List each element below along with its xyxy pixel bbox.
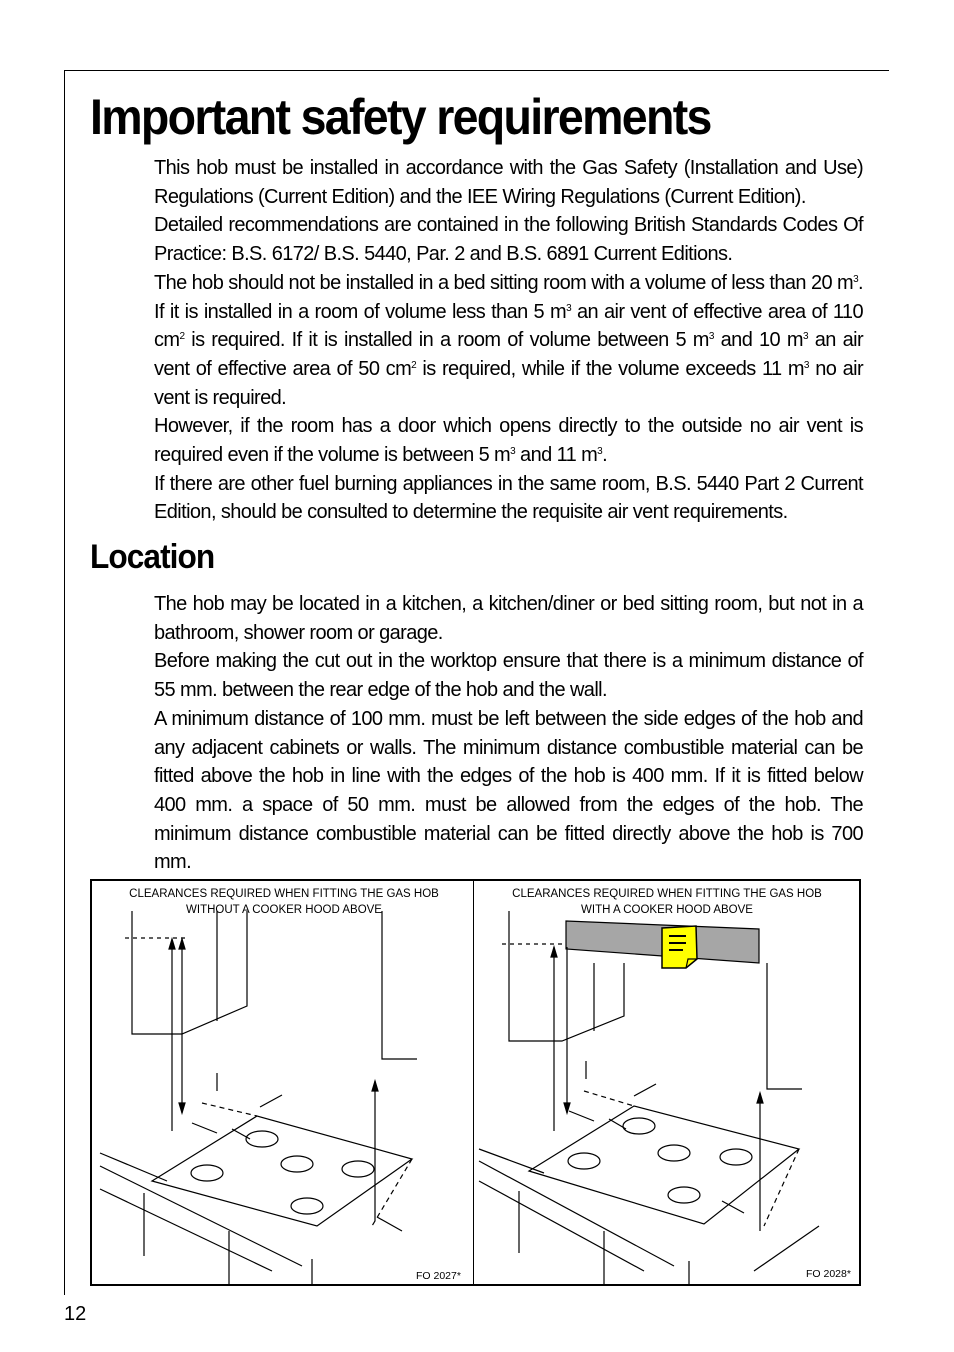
arrow-head xyxy=(169,939,175,949)
location-paragraph-1: The hob may be located in a kitchen, a kitchen/diner or bed sitting room, but not in a bathroom, shower room or garage. xyxy=(154,593,863,644)
burner xyxy=(623,1118,655,1134)
dimension-line xyxy=(260,1095,282,1107)
burner xyxy=(668,1187,700,1203)
safety-paragraph-2: Detailed recommendations are contained in the following British Standards Codes Of Practice: B.S. 6172/ B.S. 5440, Par. 2 and B.S. 6891 Current Editions. xyxy=(154,214,863,266)
arrow-head xyxy=(179,939,185,949)
dimension-line xyxy=(232,1129,250,1139)
clearance-figure xyxy=(90,879,861,1286)
left-rule xyxy=(64,70,65,1295)
safety-paragraph-5: If there are other fuel burning appliances in the same room, B.S. 5440 Part 2 Current Edition, should be consulted to determine the requisite air vent requirements. xyxy=(154,472,863,524)
location-section xyxy=(154,590,863,877)
text-run: and 11 m xyxy=(515,444,598,467)
caption-line: WITH A COOKER HOOD ABOVE xyxy=(581,904,753,916)
wall-edge xyxy=(767,963,802,1089)
superscript: 2 xyxy=(179,331,185,343)
dimension-line xyxy=(192,1123,217,1133)
text-run: no air vent is required. xyxy=(154,357,863,409)
superscript: 3 xyxy=(708,331,714,343)
superscript: 3 xyxy=(566,302,572,314)
figure-reference-left: FO 2027* xyxy=(416,1270,461,1282)
wall-cabinet xyxy=(132,911,247,1034)
dimension-line xyxy=(479,1149,544,1173)
arrow-head xyxy=(179,1103,185,1113)
caption-line: CLEARANCES REQUIRED WHEN FITTING THE GAS HOB xyxy=(129,888,439,900)
superscript: 3 xyxy=(597,446,603,458)
hob-clearance-diagram-with-hood xyxy=(474,881,859,1284)
dimension-line xyxy=(634,1084,656,1096)
page-number: 12 xyxy=(64,1303,87,1325)
burner xyxy=(568,1153,600,1169)
safety-paragraph-1: This hob must be installed in accordance with the Gas Safety (Installation and Use) Regulations (Current Edition) and the IEE Wiring Regulations (Current Edition). xyxy=(154,157,863,208)
location-heading: Location xyxy=(90,538,215,576)
superscript: 3 xyxy=(803,359,809,371)
burner xyxy=(291,1198,323,1214)
text-run: an air vent of effective area of 110 cm xyxy=(154,300,863,352)
cutout-dashes xyxy=(202,1103,257,1116)
caption-line: WITHOUT A COOKER HOOD ABOVE xyxy=(186,904,382,916)
safety-paragraph-3 xyxy=(154,269,863,413)
arrow-head xyxy=(551,947,557,957)
worktop-edge xyxy=(479,1181,644,1271)
superscript: 3 xyxy=(802,331,808,343)
note-icon xyxy=(662,926,697,968)
text-run: The hob should not be installed in a bed sitting room with a volume of less than 20 m xyxy=(154,271,854,294)
dimension-line xyxy=(100,1153,167,1181)
cutout-dashes xyxy=(372,1159,412,1226)
dimension-line xyxy=(569,1111,594,1121)
wall-edge xyxy=(382,911,417,1059)
superscript: 2 xyxy=(411,359,417,371)
arrow-head xyxy=(757,1093,763,1103)
burner xyxy=(658,1145,690,1161)
text-run: . If it is installed in a room of volume less than 5 m xyxy=(154,271,863,323)
location-paragraph-2: Before making the cut out in the worktop ensure that there is a minimum distance of 55 mm. between the rear edge of the hob and the wall. xyxy=(154,650,863,702)
caption-line: CLEARANCES REQUIRED WHEN FITTING THE GAS HOB xyxy=(512,888,822,900)
dimension-line xyxy=(377,1217,402,1231)
location-paragraph-3: A minimum distance of 100 mm. must be left between the side edges of the hob and any adjacent cabinets or walls. The minimum distance combustible material can be fitted above the hob in line with the edges of the hob is 400 mm. If it is fitted below 400 mm. a space of 50 mm. must be allowed from the edges of the hob. The minimum distance combustible material can be fitted directly above the hob is 700 mm. xyxy=(154,707,863,874)
superscript: 3 xyxy=(510,446,516,458)
burner xyxy=(720,1149,752,1165)
burner xyxy=(191,1165,223,1181)
worktop-edge xyxy=(754,1226,819,1271)
safety-section xyxy=(154,154,863,527)
top-rule xyxy=(64,70,889,71)
worktop-edge xyxy=(479,1161,674,1266)
page-title: Important safety requirements xyxy=(90,89,711,145)
worktop-edge xyxy=(100,1189,272,1271)
text-run: is required. If it is installed in a room of volume between 5 m xyxy=(184,329,709,352)
burner xyxy=(246,1131,278,1147)
superscript: 3 xyxy=(853,273,859,285)
cutout-dashes xyxy=(764,1149,799,1226)
arrow-head xyxy=(372,1081,378,1091)
safety-paragraph-4 xyxy=(154,412,863,469)
text-run: However, if the room has a door which opens directly to the outside no air vent is required even if the volume is between 5 m xyxy=(154,415,863,467)
figure-reference-right: FO 2028* xyxy=(806,1268,851,1280)
burner xyxy=(281,1156,313,1172)
cutout-dashes xyxy=(584,1091,634,1106)
burner xyxy=(342,1161,374,1177)
text-run: is required, while if the volume exceeds 11 m xyxy=(416,357,804,380)
hob-clearance-diagram-no-hood xyxy=(92,881,473,1284)
text-run: . xyxy=(602,444,608,467)
text-run: and 10 m xyxy=(713,329,803,352)
text-run: an air vent of effective area of 50 cm xyxy=(154,329,864,380)
